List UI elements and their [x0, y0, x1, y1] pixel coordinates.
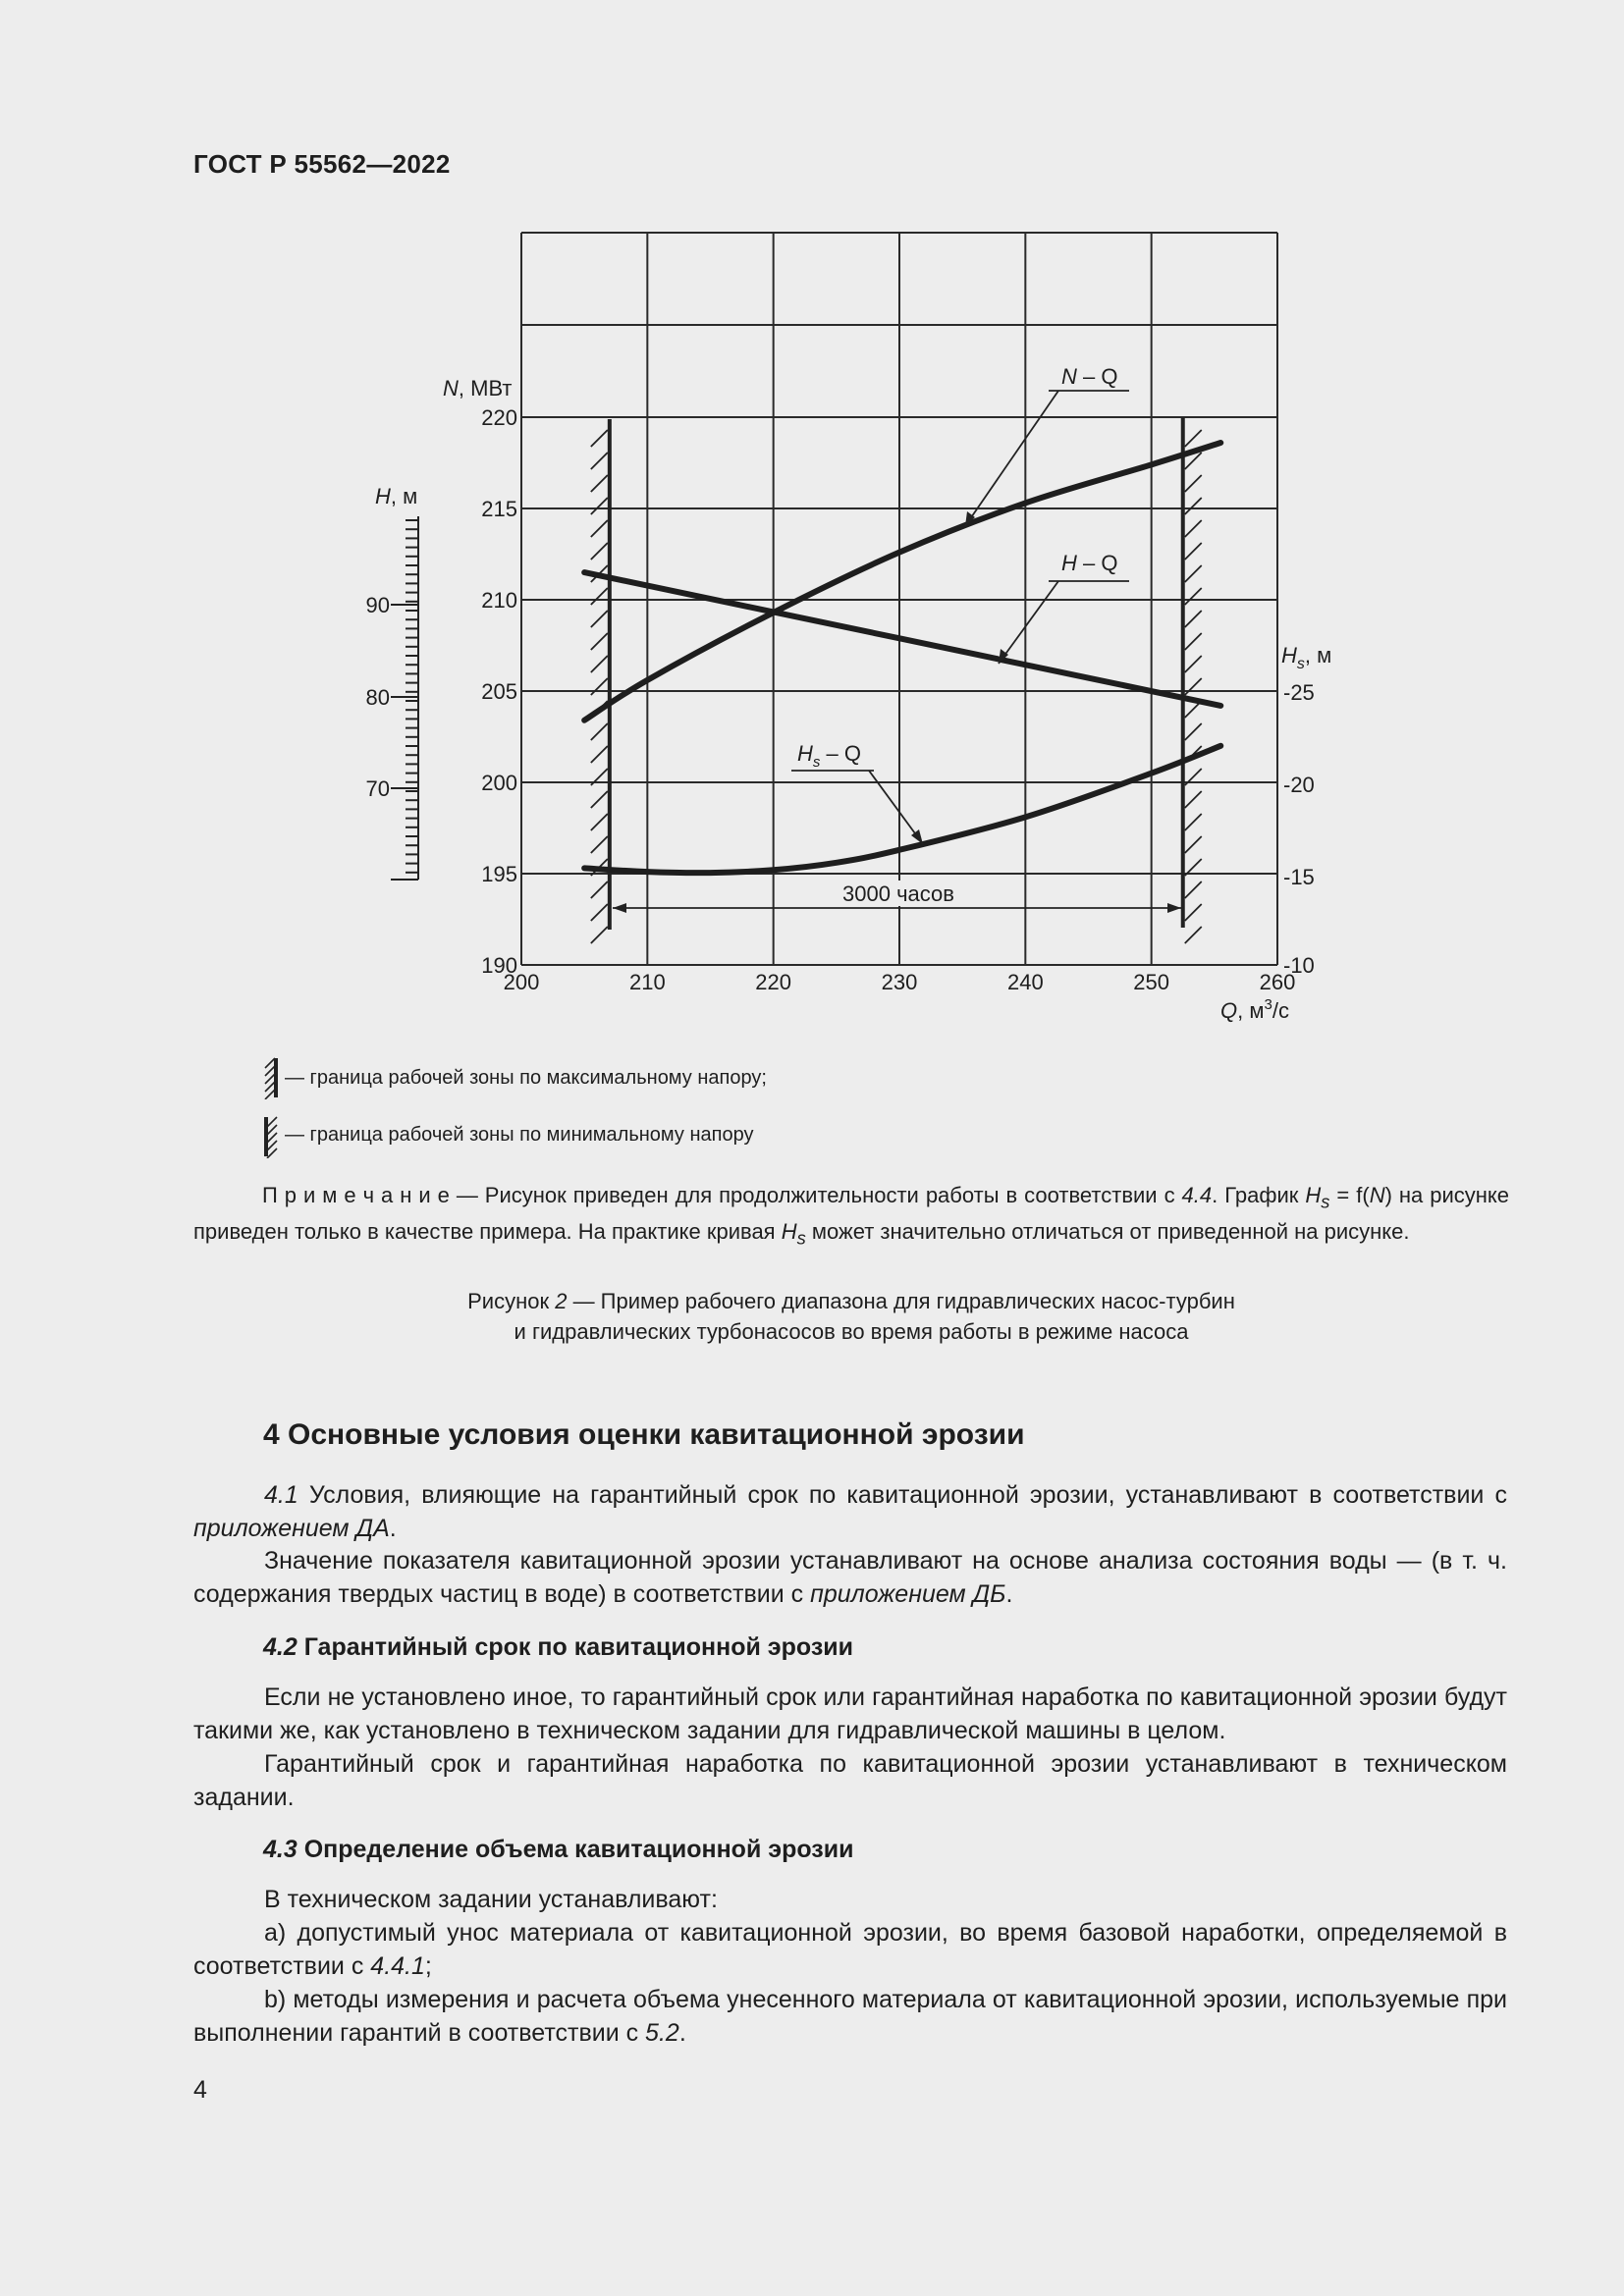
paragraph-4-1: 4.1 Условия, влияющие на гарантийный срок по кавитационной эрозии, устанавливают в соответствии с приложением ДА.	[193, 1481, 1507, 1542]
hatch-stroke	[591, 814, 608, 830]
y-axis-label-h: H, м	[375, 484, 418, 508]
series-label-h-q: H – Q	[1061, 551, 1118, 575]
series-h-q-curve	[584, 572, 1220, 706]
subsection-4-3-title: 4.3 Определение объема кавитационной эрозии	[263, 1836, 854, 1863]
y-tick-label: 195	[481, 862, 517, 886]
y-tick-label: 205	[481, 679, 517, 704]
figure-2-chart	[0, 0, 1624, 1041]
hatch-stroke	[591, 904, 608, 921]
hatch-stroke	[1185, 881, 1202, 898]
hatch-stroke	[591, 543, 608, 560]
hatch-stroke	[1185, 543, 1202, 560]
section-4-title: 4 Основные условия оценки кавитационной эрозии	[263, 1418, 1025, 1451]
x-tick-label: 210	[628, 970, 666, 994]
hatch-stroke	[591, 656, 608, 672]
legend-min-head-hatch-icon	[262, 1115, 284, 1158]
chart-grid	[521, 233, 1277, 965]
hatch-stroke	[591, 475, 608, 492]
hatch-stroke	[591, 881, 608, 898]
x-tick-label: 260	[1259, 970, 1296, 994]
y-axis-label-hs: $H_s$, м	[1281, 643, 1332, 672]
x-axis-label-q: Q, $м^3/с$	[1220, 996, 1289, 1023]
legend-max-head-hatch-icon	[262, 1056, 284, 1099]
hatch-stroke	[1185, 633, 1202, 650]
figure-note: П р и м е ч а н и е — Рисунок приведен для продолжительности работы в соответствии с 4.4. График $H_s = f(N)$ на рисунке приведен только в качестве примера. На практике кривая $H_s$ может значительно отличаться от приведенной на рисунке.	[193, 1183, 1510, 1249]
figure-caption: Рисунок 2 — Пример рабочего диапазона для гидравлических насос-турбин и гидравлических турбонасосов во время работы в режиме насоса	[467, 1289, 1235, 1344]
hatch-stroke	[591, 611, 608, 627]
hatch-stroke	[1185, 678, 1202, 695]
hatch-stroke	[1185, 588, 1202, 605]
paragraph-4-2-a: Если не установлено иное, то гарантийный срок или гарантийная наработка по кавитационной эрозии будут такими же, как установлено в техническом задании для гидравлической машины в целом.	[193, 1683, 1507, 1744]
list-item-4-3-a: а) допустимый унос материала от кавитационной эрозии, во время базовой наработки, определяемой в соответствии с 4.4.1;	[193, 1919, 1507, 1980]
head-tick-label: 90	[365, 593, 390, 617]
y-tick-label: 215	[481, 497, 517, 521]
hatch-stroke	[1185, 475, 1202, 492]
hatch-stroke	[591, 678, 608, 695]
hatch-stroke	[1185, 836, 1202, 853]
paragraph-4-2-b: Гарантийный срок и гарантийная наработка по кавитационной эрозии устанавливают в техническом задании.	[193, 1750, 1507, 1811]
hatch-stroke	[591, 927, 608, 943]
hatch-stroke	[591, 746, 608, 763]
x-tick-label: 230	[881, 970, 918, 994]
hatch-stroke	[1185, 430, 1202, 447]
duration-label: 3000 часов	[842, 881, 954, 906]
head-tick-label: 70	[365, 776, 390, 801]
y-right-tick-label: -10	[1283, 953, 1315, 978]
hatch-stroke	[1185, 723, 1202, 740]
paragraph-4-3-intro: В техническом задании устанавливают:	[264, 1886, 718, 1913]
hatch-stroke	[591, 633, 608, 650]
hatch-stroke	[1185, 498, 1202, 514]
y-right-tick-label: -15	[1283, 865, 1315, 889]
duration-arrow-left	[613, 903, 626, 913]
hatch-stroke	[1185, 565, 1202, 582]
y-tick-label: 190	[481, 953, 517, 978]
legend-min-head-text: — граница рабочей зоны по минимальному напору	[285, 1124, 754, 1146]
hatch-stroke	[591, 430, 608, 447]
legend-max-head-text: — граница рабочей зоны по максимальному напору;	[285, 1067, 767, 1089]
series-label-h-q-leader	[999, 581, 1058, 664]
list-item-4-3-b: b) методы измерения и расчета объема унесенного материала от кавитационной эрозии, используемые при выполнении гарантий в соответствии с 5.2.	[193, 1986, 1507, 2047]
series-label-n-q: N – Q	[1061, 364, 1118, 389]
hatch-stroke	[591, 498, 608, 514]
duration-arrow-right	[1167, 903, 1181, 913]
y-tick-label: 220	[481, 405, 517, 430]
hatch-stroke	[1185, 791, 1202, 808]
y-tick-label: 200	[481, 771, 517, 795]
y-tick-label: 210	[481, 588, 517, 613]
hatch-stroke	[1185, 904, 1202, 921]
hatch-stroke	[1185, 814, 1202, 830]
hatch-stroke	[591, 588, 608, 605]
x-tick-label: 200	[503, 970, 540, 994]
document-header: ГОСТ Р 55562—2022	[193, 149, 451, 179]
hatch-stroke	[1185, 611, 1202, 627]
hatch-stroke	[1185, 927, 1202, 943]
y-right-tick-label: -25	[1283, 680, 1315, 705]
y-axis-label-n: N, МВт	[443, 376, 513, 400]
hatch-stroke	[591, 791, 608, 808]
x-tick-label: 220	[755, 970, 792, 994]
hatch-stroke	[591, 453, 608, 469]
head-tick-label: 80	[365, 685, 390, 710]
series-label-hs-q: $H_s$ – Q	[797, 741, 861, 771]
page-number: 4	[193, 2076, 207, 2104]
hatch-stroke	[1185, 520, 1202, 537]
series-hs-q-curve	[584, 746, 1220, 873]
y-right-tick-label: -20	[1283, 773, 1315, 797]
x-tick-label: 240	[1006, 970, 1044, 994]
x-tick-label: 250	[1133, 970, 1170, 994]
subsection-4-2-title: 4.2 Гарантийный срок по кавитационной эрозии	[263, 1633, 853, 1661]
paragraph-4-1-water: Значение показателя кавитационной эрозии устанавливают на основе анализа состояния воды — (в т. ч. содержания твердых частиц в воде) в соответствии с приложением ДБ.	[193, 1547, 1507, 1608]
hatch-stroke	[1185, 656, 1202, 672]
hatch-stroke	[591, 836, 608, 853]
hatch-stroke	[591, 520, 608, 537]
hatch-stroke	[591, 723, 608, 740]
